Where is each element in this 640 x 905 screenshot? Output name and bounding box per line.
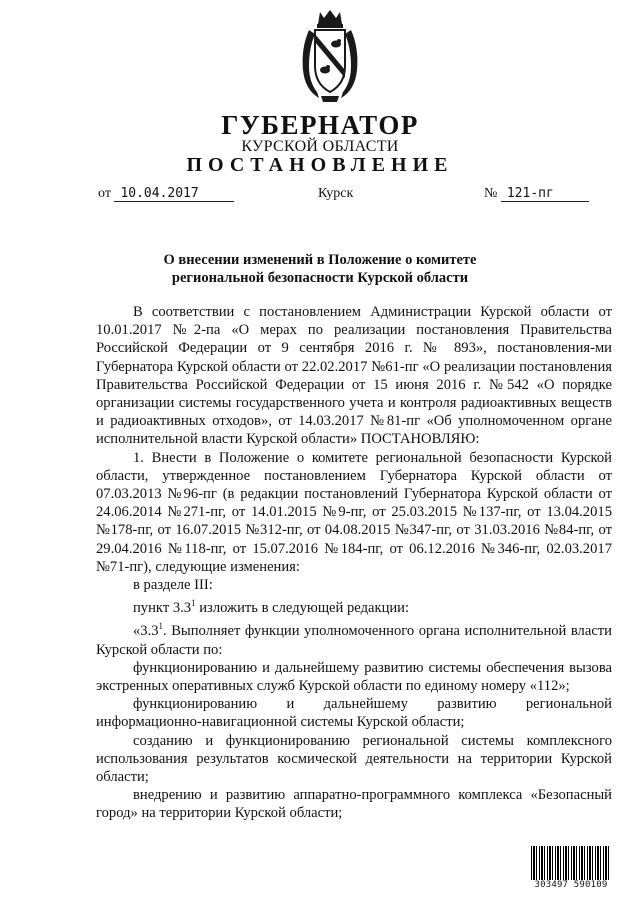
document-type-title: ПОСТАНОВЛЕНИЕ	[186, 154, 454, 176]
clause-text-superscript: 1	[158, 621, 164, 632]
coat-of-arms-icon	[293, 8, 367, 104]
city: Курск	[318, 186, 354, 201]
paragraph-function-safe-city: внедрению и развитию аппаратно-программного комплекса «Безопасный город» на территории Курской области;	[96, 787, 612, 822]
paragraph-clause-text	[96, 617, 612, 658]
governor-title: ГУБЕРНАТОР	[221, 110, 419, 140]
barcode	[531, 846, 611, 890]
date-line	[98, 186, 234, 202]
paragraph-function-navigation: функционированию и дальнейшему развитию региональной информационно-навигационной системы Курской области;	[96, 696, 612, 731]
barcode-bars	[531, 846, 611, 880]
date-field: 10.04.2017	[114, 186, 234, 202]
number-line	[484, 186, 589, 202]
paragraph-function-space: созданию и функционированию региональной системы комплексного использования результатов космической деятельности на территории Курской области;	[96, 732, 612, 786]
clause-superscript: 1	[191, 598, 196, 609]
document-body	[96, 303, 612, 823]
date-label: от	[98, 186, 111, 201]
region-title: КУРСКОЙ ОБЛАСТИ	[241, 138, 399, 155]
number-field: 121-пг	[501, 186, 589, 202]
clause-text-ref: «3.3	[133, 623, 159, 640]
clause-intro-text: изложить в следующей редакции:	[195, 600, 410, 617]
paragraph-function-112: функционированию и дальнейшему развитию системы обеспечения вызова экстренных оперативных служб Курской области по единому номеру «112»;	[96, 659, 612, 695]
paragraph-preamble: В соответствии с постановлением Администрации Курской области от 10.01.2017 №2-па «О мерах по реализации постановления Правительства Российской Федерации от 9 сентября 2016 г. № 893», постановления-ми Губернатора Курской области от 22.02.2017 №61-пг «О реализации постановления Правительства Российской Федерации от 15 июня 2016 г. №542 «О порядке организации системы государственного учета и контроля радиоактивных веществ и радиоактивных отходов», от 14.03.2017 №81-пг «Об уполномоченном органе исполнительной власти Курской области» ПОСТАНОВЛЯЮ:	[96, 304, 612, 448]
paragraph-section: в разделе III:	[133, 577, 213, 594]
paragraph-item-1: 1. Внести в Положение о комитете региональной безопасности Курской области, утвержденное постановлением Губернатора Курской области от 07.03.2013 №96-пг (в редакции постановлений Губернатора Курской области от 24.06.2014 №271-пг, от 14.01.2015 №9-пг, от 25.03.2015 №137-пг, от 13.04.2015 №178-пг, от 16.07.2015 №312-пг, от 04.08.2015 №347-пг, от 31.03.2016 №84-пг, от 29.04.2016 №118-пг, от 15.07.2016 №184-пг, от 06.12.2016 №346-пг, 02.03.2017 №71-пг), следующие изменения:	[96, 449, 612, 575]
clause-ref: пункт 3.3	[133, 600, 192, 617]
subject-line-2: региональной безопасности Курской области	[171, 270, 469, 286]
paragraph-clause-intro	[96, 594, 612, 617]
document-subject	[0, 251, 640, 287]
barcode-number: 303497 590109	[534, 880, 608, 890]
number-label: №	[484, 186, 498, 201]
clause-text-body: . Выполняет функции уполномоченного органа исполнительной власти Курской области по:	[96, 623, 612, 658]
subject-line-1: О внесении изменений в Положение о комитете	[163, 252, 477, 268]
